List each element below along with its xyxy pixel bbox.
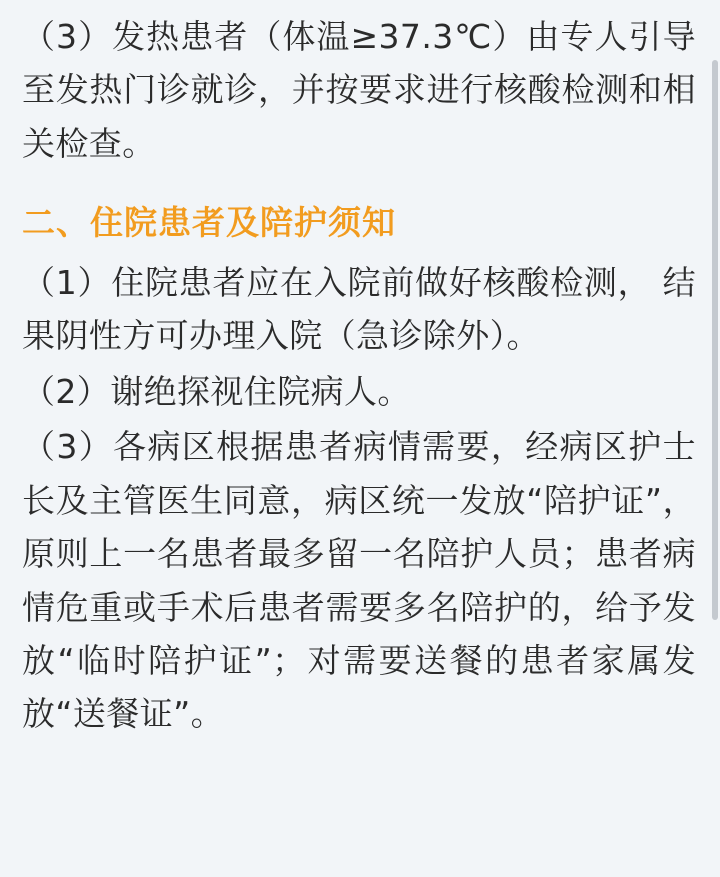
paragraph-no-visiting: （2）谢绝探视住院病人。	[22, 371, 411, 411]
vertical-scrollbar-thumb[interactable]	[712, 60, 718, 620]
paragraph-nucleic-acid-before-admission: （1）住院患者应在入院前做好核酸检测， 结果阴性方可办理入院（急诊除外）。	[22, 262, 696, 356]
paragraph-fever-patients: （3）发热患者（体温≥37.3℃）由专人引导至发热门诊就诊，并按要求进行核酸检测和相关检查。	[22, 17, 696, 163]
vertical-scrollbar[interactable]	[712, 0, 718, 877]
article-body	[22, 10, 696, 741]
heading-inpatient-notice: 二、住院患者及陪护须知	[22, 203, 396, 243]
paragraph-escort-certificate: （3）各病区根据患者病情需要，经病区护士长及主管医生同意，病区统一发放“陪护证”，原则上一名患者最多留一名陪护人员；患者病情危重或手术后患者需要多名陪护的，给予发放“临时陪护证”；对需要送餐的患者家属发放“送餐证”。	[22, 427, 696, 734]
